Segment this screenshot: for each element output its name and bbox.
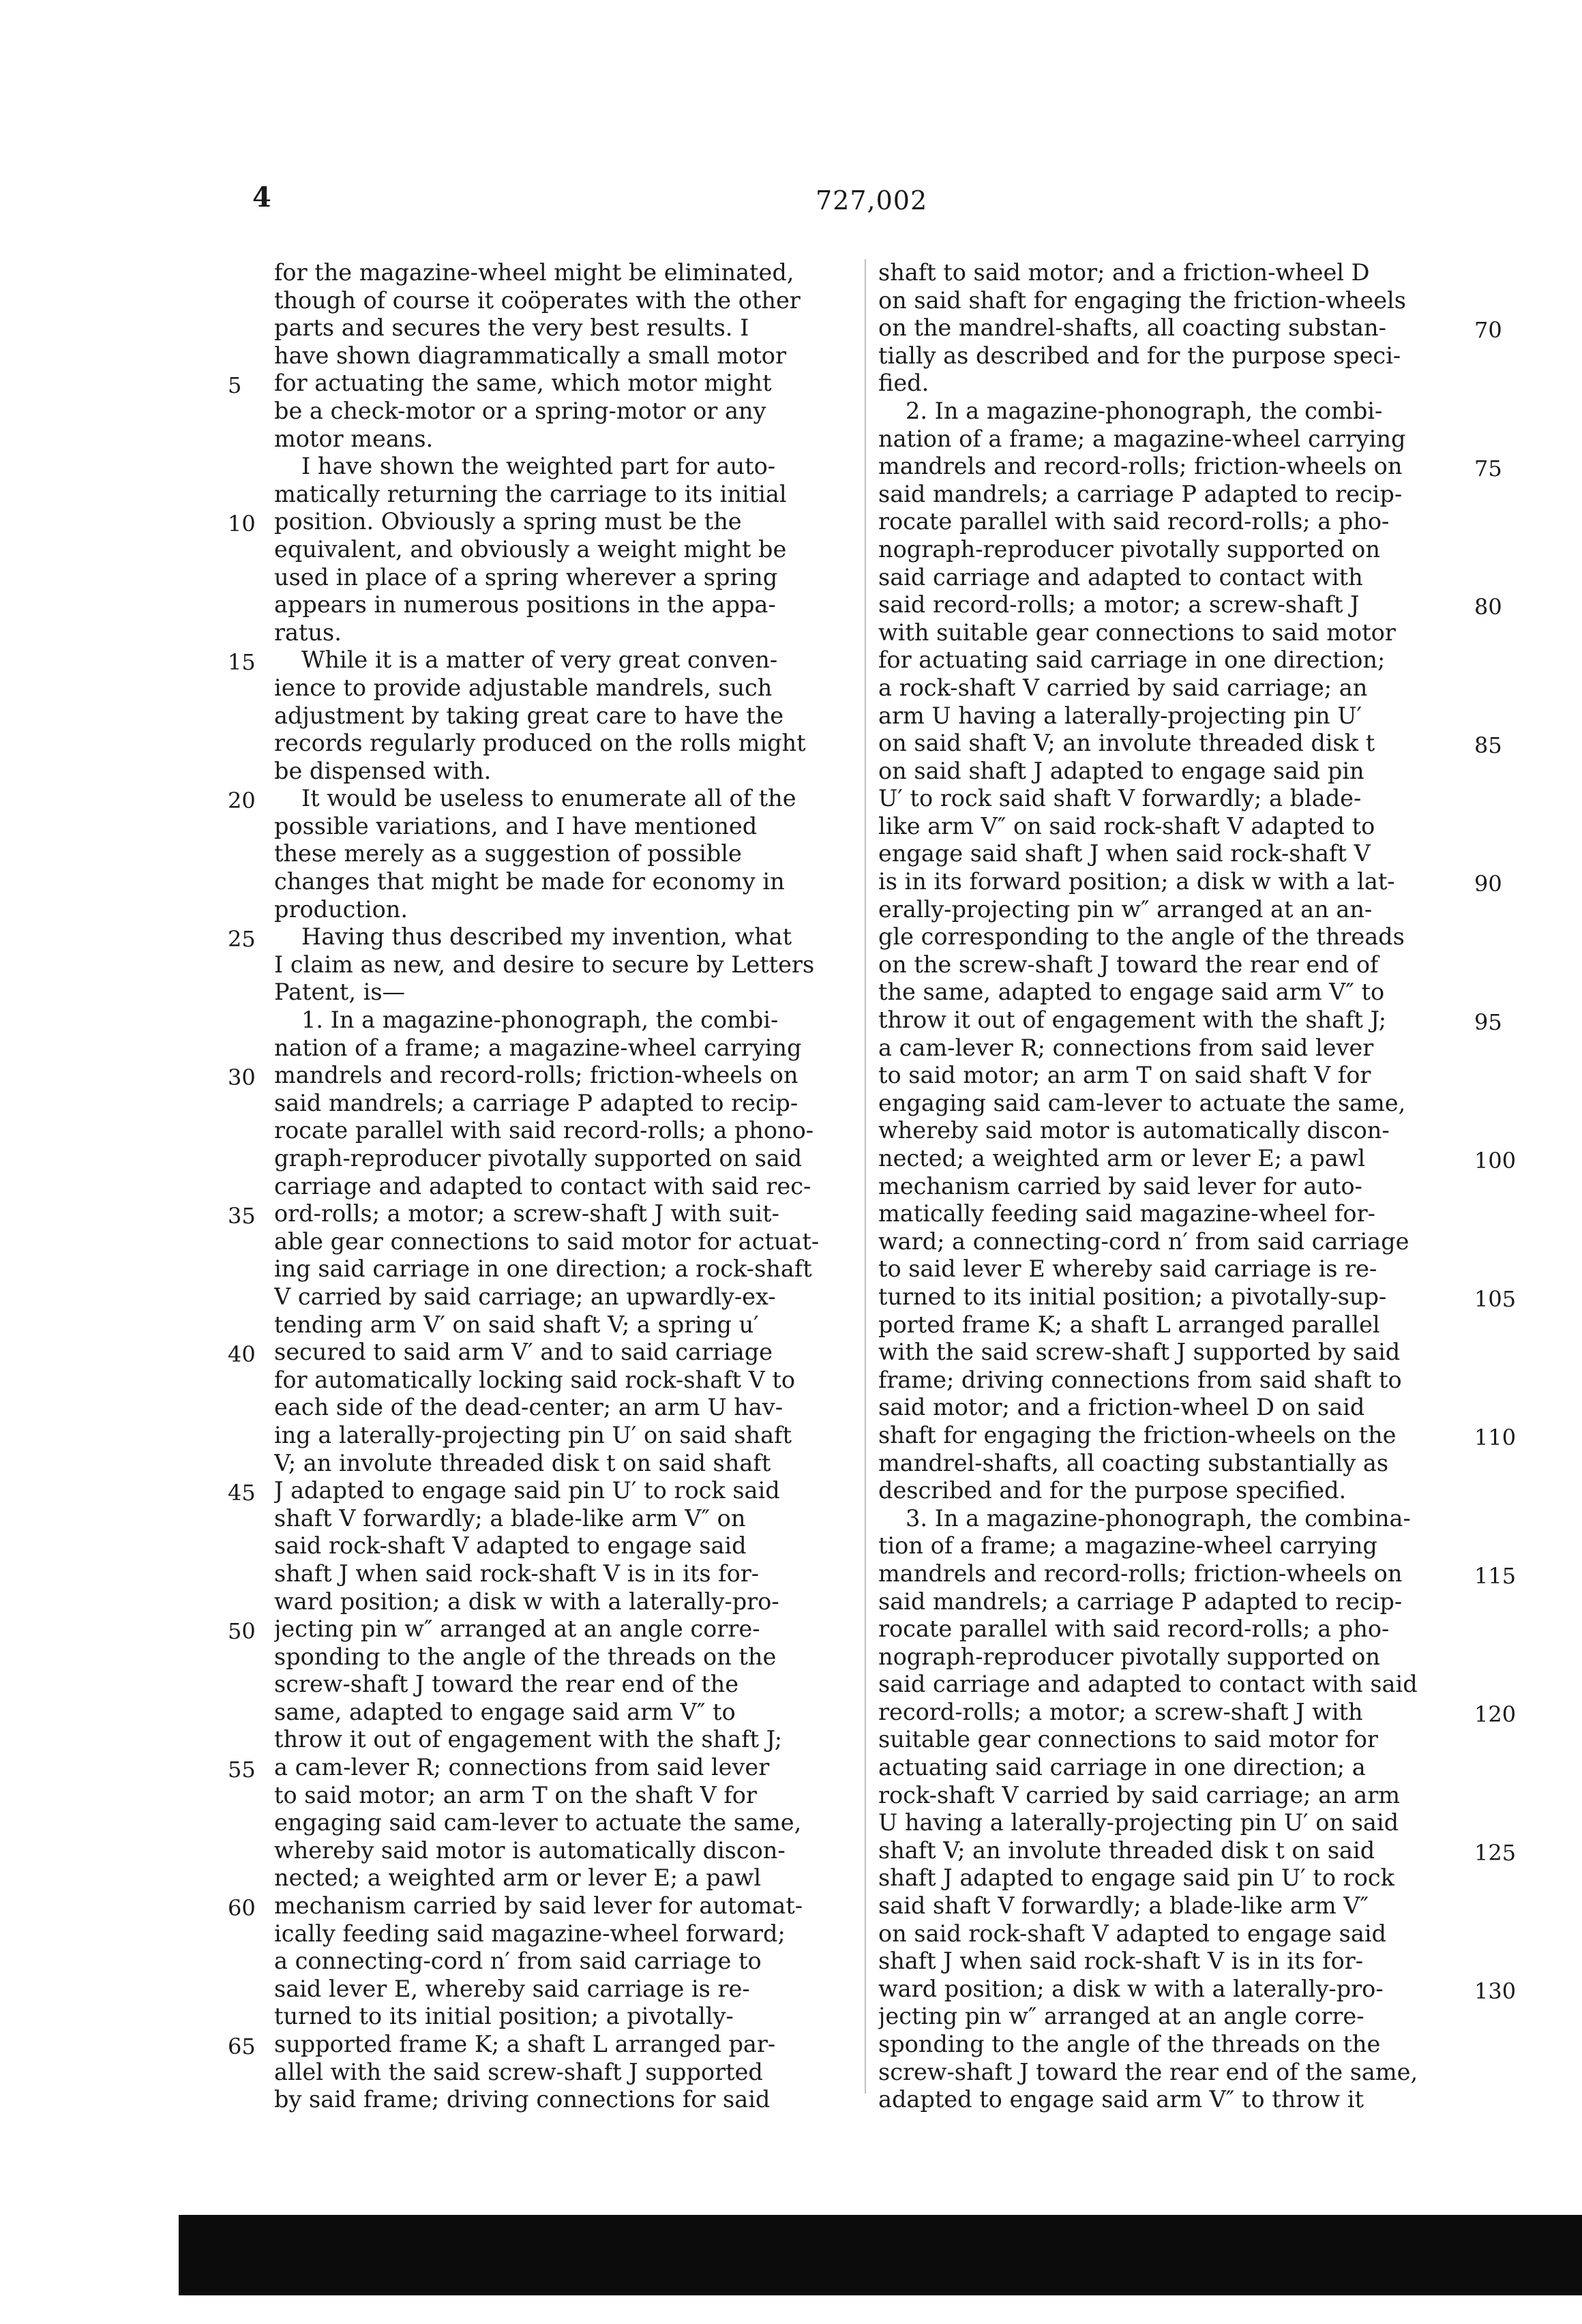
- scan-border-band: [179, 2215, 1582, 2295]
- text-line: jecting pin w″ arranged at an angle corre-: [274, 1615, 760, 1643]
- text-line: on the mandrel-shafts, all coacting substan-: [878, 314, 1386, 342]
- line-number-marker: 110: [1474, 1425, 1517, 1451]
- text-line: motor means.: [274, 425, 434, 452]
- text-line: gle corresponding to the angle of the threads: [878, 923, 1405, 951]
- text-line: though of course it coöperates with the other: [274, 286, 801, 314]
- line-number-marker: 90: [1474, 871, 1502, 897]
- text-line: a rock-shaft V carried by said carriage; an: [878, 674, 1368, 701]
- text-line: a cam-lever R; connections from said lever: [878, 1034, 1374, 1061]
- text-line: ported frame K; a shaft L arranged parallel: [878, 1311, 1380, 1338]
- text-line: tending arm V′ on said shaft V; a spring u′: [274, 1311, 759, 1338]
- left-text-column: [274, 259, 855, 2114]
- text-line: ing said carriage in one direction; a rock-shaft: [274, 1255, 812, 1283]
- line-number-marker: 15: [228, 649, 256, 676]
- text-line: equivalent, and obviously a weight might be: [274, 535, 787, 563]
- text-line: changes that might be made for economy in: [274, 868, 785, 895]
- text-line: possible variations, and I have mentioned: [274, 812, 758, 839]
- line-number-marker: 115: [1474, 1563, 1517, 1590]
- text-line: shaft for engaging the friction-wheels on the: [878, 1421, 1397, 1448]
- text-line: for actuating said carriage in one direction;: [878, 646, 1386, 674]
- text-line: shaft J when said rock-shaft V is in its for-: [274, 1560, 760, 1587]
- line-number-marker: 50: [228, 1618, 256, 1645]
- text-line: nected; a weighted arm or lever E; a pawl: [878, 1145, 1366, 1172]
- page-number: 4: [252, 181, 271, 213]
- text-line: rocate parallel with said record-rolls; a pho-: [878, 1615, 1390, 1643]
- text-line: mechanism carried by said lever for auto-: [878, 1172, 1362, 1200]
- text-line: tion of a frame; a magazine-wheel carrying: [878, 1532, 1377, 1560]
- text-line: nation of a frame; a magazine-wheel carrying: [878, 425, 1406, 452]
- text-line: for the magazine-wheel might be eliminated,: [274, 259, 794, 286]
- text-line: mandrels and record-rolls; friction-wheels on: [274, 1062, 799, 1089]
- text-line: matically feeding said magazine-wheel for-: [878, 1200, 1375, 1227]
- text-line: mechanism carried by said lever for automat-: [274, 1892, 803, 1920]
- text-line: I have shown the weighted part for auto-: [301, 453, 776, 480]
- text-line: arm U having a laterally-projecting pin U′: [878, 702, 1362, 729]
- text-line: graph-reproducer pivotally supported on said: [274, 1145, 803, 1172]
- text-line: shaft V forwardly; a blade-like arm V″ on: [274, 1504, 746, 1532]
- text-line: by said frame; driving connections for said: [274, 2086, 771, 2113]
- text-line: Having thus described my invention, what: [301, 923, 792, 951]
- patent-number: 727,002: [816, 185, 928, 215]
- column-divider: [865, 259, 866, 2094]
- text-line: fied.: [878, 370, 929, 397]
- text-line: shaft V; an involute threaded disk t on said: [878, 1836, 1375, 1864]
- text-line: throw it out of engagement with the shaft J;: [878, 1007, 1386, 1034]
- text-line: to said motor; an arm T on said shaft V for: [878, 1062, 1371, 1089]
- text-line: for actuating the same, which motor might: [274, 370, 772, 397]
- text-line: engaging said cam-lever to actuate the same,: [274, 1809, 802, 1836]
- text-line: turned to its initial position; a pivotally-sup-: [878, 1283, 1387, 1310]
- text-line: V; an involute threaded disk t on said shaft: [274, 1449, 771, 1476]
- text-line: be a check-motor or a spring-motor or any: [274, 397, 766, 424]
- line-number-marker: 125: [1474, 1840, 1517, 1866]
- text-line: rocate parallel with said record-rolls; a pho-: [878, 508, 1390, 535]
- text-line: carriage and adapted to contact with said rec-: [274, 1172, 811, 1200]
- text-line: screw-shaft J toward the rear end of the: [274, 1671, 739, 1698]
- text-line: ward position; a disk w with a laterally-pro-: [878, 1975, 1384, 2002]
- text-line: ratus.: [274, 619, 342, 646]
- text-line: V carried by said carriage; an upwardly-ex-: [274, 1283, 776, 1310]
- line-number-marker: 25: [228, 926, 256, 953]
- line-number-marker: 75: [1474, 456, 1502, 482]
- text-line: rock-shaft V carried by said carriage; an arm: [878, 1781, 1401, 1808]
- text-line: said mandrels; a carriage P adapted to recip-: [878, 480, 1403, 507]
- text-line: said mandrels; a carriage P adapted to recip-: [274, 1089, 799, 1116]
- text-line: J adapted to engage said pin U′ to rock said: [274, 1477, 780, 1504]
- text-line: I claim as new, and desire to secure by Letters: [274, 951, 815, 978]
- text-line: throw it out of engagement with the shaft J;: [274, 1726, 782, 1753]
- text-line: to said motor; an arm T on the shaft V for: [274, 1781, 757, 1808]
- text-line: be dispensed with.: [274, 757, 492, 784]
- text-line: appears in numerous positions in the appa-: [274, 591, 776, 619]
- text-line: said record-rolls; a motor; a screw-shaft J: [878, 591, 1360, 619]
- text-line: secured to said arm V′ and to said carriage: [274, 1339, 773, 1366]
- text-line: ward position; a disk w with a laterally-pro-: [274, 1588, 779, 1615]
- text-line: actuating said carriage in one direction; a: [878, 1754, 1366, 1781]
- line-number-marker: 80: [1474, 594, 1502, 621]
- text-line: allel with the said screw-shaft J supported: [274, 2058, 763, 2085]
- text-line: used in place of a spring wherever a spring: [274, 563, 778, 591]
- text-line: 2. In a magazine-phonograph, the combi-: [906, 397, 1383, 424]
- text-line: ord-rolls; a motor; a screw-shaft J with suit-: [274, 1200, 779, 1227]
- text-line: said shaft V forwardly; a blade-like arm V″: [878, 1892, 1369, 1920]
- text-line: nected; a weighted arm or lever E; a pawl: [274, 1864, 762, 1892]
- text-line: screw-shaft J toward the rear end of the same,: [878, 2058, 1418, 2085]
- text-line: adjustment by taking great care to have the: [274, 702, 784, 729]
- text-line: each side of the dead-center; an arm U hav-: [274, 1394, 783, 1421]
- text-line: turned to its initial position; a pivotally-: [274, 2003, 734, 2030]
- line-number-marker: 130: [1474, 1978, 1517, 2005]
- text-line: have shown diagrammatically a small motor: [274, 342, 786, 369]
- text-line: mandrels and record-rolls; friction-wheels on: [878, 1560, 1403, 1587]
- text-line: like arm V″ on said rock-shaft V adapted to: [878, 812, 1375, 839]
- text-line: a cam-lever R; connections from said lever: [274, 1754, 770, 1781]
- line-number-marker: 70: [1474, 317, 1502, 344]
- text-line: said rock-shaft V adapted to engage said: [274, 1532, 747, 1560]
- text-line: shaft J when said rock-shaft V is in its for-: [878, 1948, 1364, 1975]
- text-line: on said shaft V; an involute threaded disk t: [878, 730, 1375, 757]
- text-line: shaft to said motor; and a friction-wheel D: [878, 259, 1370, 286]
- text-line: It would be useless to enumerate all of the: [301, 785, 796, 812]
- text-line: same, adapted to engage said arm V″ to: [274, 1698, 736, 1725]
- line-number-marker: 40: [228, 1341, 256, 1368]
- line-number-marker: 60: [228, 1895, 256, 1922]
- text-line: on said shaft for engaging the friction-wheels: [878, 286, 1406, 314]
- text-line: supported frame K; a shaft L arranged par-: [274, 2031, 776, 2057]
- text-line: mandrels and record-rolls; friction-wheels on: [878, 453, 1403, 480]
- text-line: nation of a frame; a magazine-wheel carrying: [274, 1034, 802, 1061]
- text-line: ience to provide adjustable mandrels, such: [274, 674, 773, 701]
- text-line: sponding to the angle of the threads on the: [274, 1643, 777, 1670]
- text-line: parts and secures the very best results. I: [274, 314, 749, 342]
- line-number-marker: 85: [1474, 732, 1502, 759]
- text-line: to said lever E whereby said carriage is re-: [878, 1255, 1377, 1283]
- text-line: described and for the purpose specified.: [878, 1477, 1347, 1504]
- text-line: ward; a connecting-cord n′ from said carriage: [878, 1227, 1409, 1255]
- text-line: 1. In a magazine-phonograph, the combi-: [301, 1007, 779, 1034]
- text-line: erally-projecting pin w″ arranged at an an-: [878, 895, 1373, 923]
- text-line: 3. In a magazine-phonograph, the combina-: [906, 1504, 1411, 1532]
- line-number-marker: 35: [228, 1203, 256, 1230]
- line-number-marker: 10: [228, 511, 256, 537]
- text-line: suitable gear connections to said motor for: [878, 1726, 1378, 1753]
- text-line: said mandrels; a carriage P adapted to recip-: [878, 1588, 1403, 1615]
- text-line: with the said screw-shaft J supported by said: [878, 1339, 1401, 1366]
- text-line: is in its forward position; a disk w with a lat-: [878, 868, 1395, 895]
- text-line: frame; driving connections from said shaft to: [878, 1366, 1402, 1393]
- text-line: on said shaft J adapted to engage said pin: [878, 757, 1364, 784]
- text-line: with suitable gear connections to said motor: [878, 619, 1396, 646]
- text-line: for automatically locking said rock-shaft V to: [274, 1366, 796, 1393]
- line-number-marker: 100: [1474, 1148, 1517, 1174]
- text-line: said lever E, whereby said carriage is re-: [274, 1975, 750, 2002]
- text-line: rocate parallel with said record-rolls; a phono-: [274, 1117, 814, 1144]
- text-line: these merely as a suggestion of possible: [274, 840, 742, 867]
- text-line: Patent, is—: [274, 979, 406, 1006]
- text-line: ing a laterally-projecting pin U′ on said shaft: [274, 1421, 792, 1448]
- text-line: on the screw-shaft J toward the rear end of: [878, 951, 1379, 978]
- text-line: nograph-reproducer pivotally supported on: [878, 535, 1380, 563]
- text-line: nograph-reproducer pivotally supported on: [878, 1643, 1380, 1670]
- text-line: sponding to the angle of the threads on the: [878, 2031, 1381, 2057]
- right-text-column: [878, 259, 1459, 2114]
- text-line: on said rock-shaft V adapted to engage said: [878, 1920, 1386, 1947]
- text-line: records regularly produced on the rolls might: [274, 730, 806, 757]
- line-number-marker: 95: [1474, 1009, 1502, 1036]
- text-line: record-rolls; a motor; a screw-shaft J with: [878, 1698, 1363, 1725]
- text-line: U′ to rock said shaft V forwardly; a blade-: [878, 785, 1362, 812]
- line-number-marker: 55: [228, 1757, 256, 1783]
- text-line: adapted to engage said arm V″ to throw it: [878, 2086, 1364, 2113]
- text-line: production.: [274, 895, 408, 923]
- text-line: a connecting-cord n′ from said carriage to: [274, 1948, 762, 1975]
- text-line: whereby said motor is automatically discon-: [274, 1836, 786, 1864]
- text-line: the same, adapted to engage said arm V″ to: [878, 979, 1385, 1006]
- text-line: position. Obviously a spring must be the: [274, 508, 742, 535]
- line-number-marker: 45: [228, 1480, 256, 1506]
- text-line: whereby said motor is automatically discon-: [878, 1117, 1390, 1144]
- text-line: said carriage and adapted to contact with said: [878, 1671, 1418, 1698]
- text-line: jecting pin w″ arranged at an angle corre-: [878, 2003, 1364, 2030]
- line-number-marker: 5: [228, 372, 242, 399]
- text-line: matically returning the carriage to its initial: [274, 480, 787, 507]
- line-number-marker: 30: [228, 1064, 256, 1091]
- text-line: said motor; and a friction-wheel D on said: [878, 1394, 1365, 1421]
- text-line: mandrel-shafts, all coacting substantially as: [878, 1449, 1389, 1476]
- text-line: able gear connections to said motor for actuat-: [274, 1227, 820, 1255]
- text-line: tially as described and for the purpose speci-: [878, 342, 1401, 369]
- line-number-marker: 65: [228, 2034, 256, 2060]
- line-number-marker: 120: [1474, 1701, 1517, 1728]
- text-line: ically feeding said magazine-wheel forward;: [274, 1920, 786, 1947]
- text-line: said carriage and adapted to contact with: [878, 563, 1363, 591]
- text-line: While it is a matter of very great conven-: [301, 646, 778, 674]
- text-line: engaging said cam-lever to actuate the same,: [878, 1089, 1406, 1116]
- line-number-marker: 105: [1474, 1286, 1517, 1313]
- text-line: shaft J adapted to engage said pin U′ to rock: [878, 1864, 1394, 1892]
- text-line: U having a laterally-projecting pin U′ on said: [878, 1809, 1399, 1836]
- text-line: engage said shaft J when said rock-shaft V: [878, 840, 1371, 867]
- line-number-marker: 20: [228, 788, 256, 814]
